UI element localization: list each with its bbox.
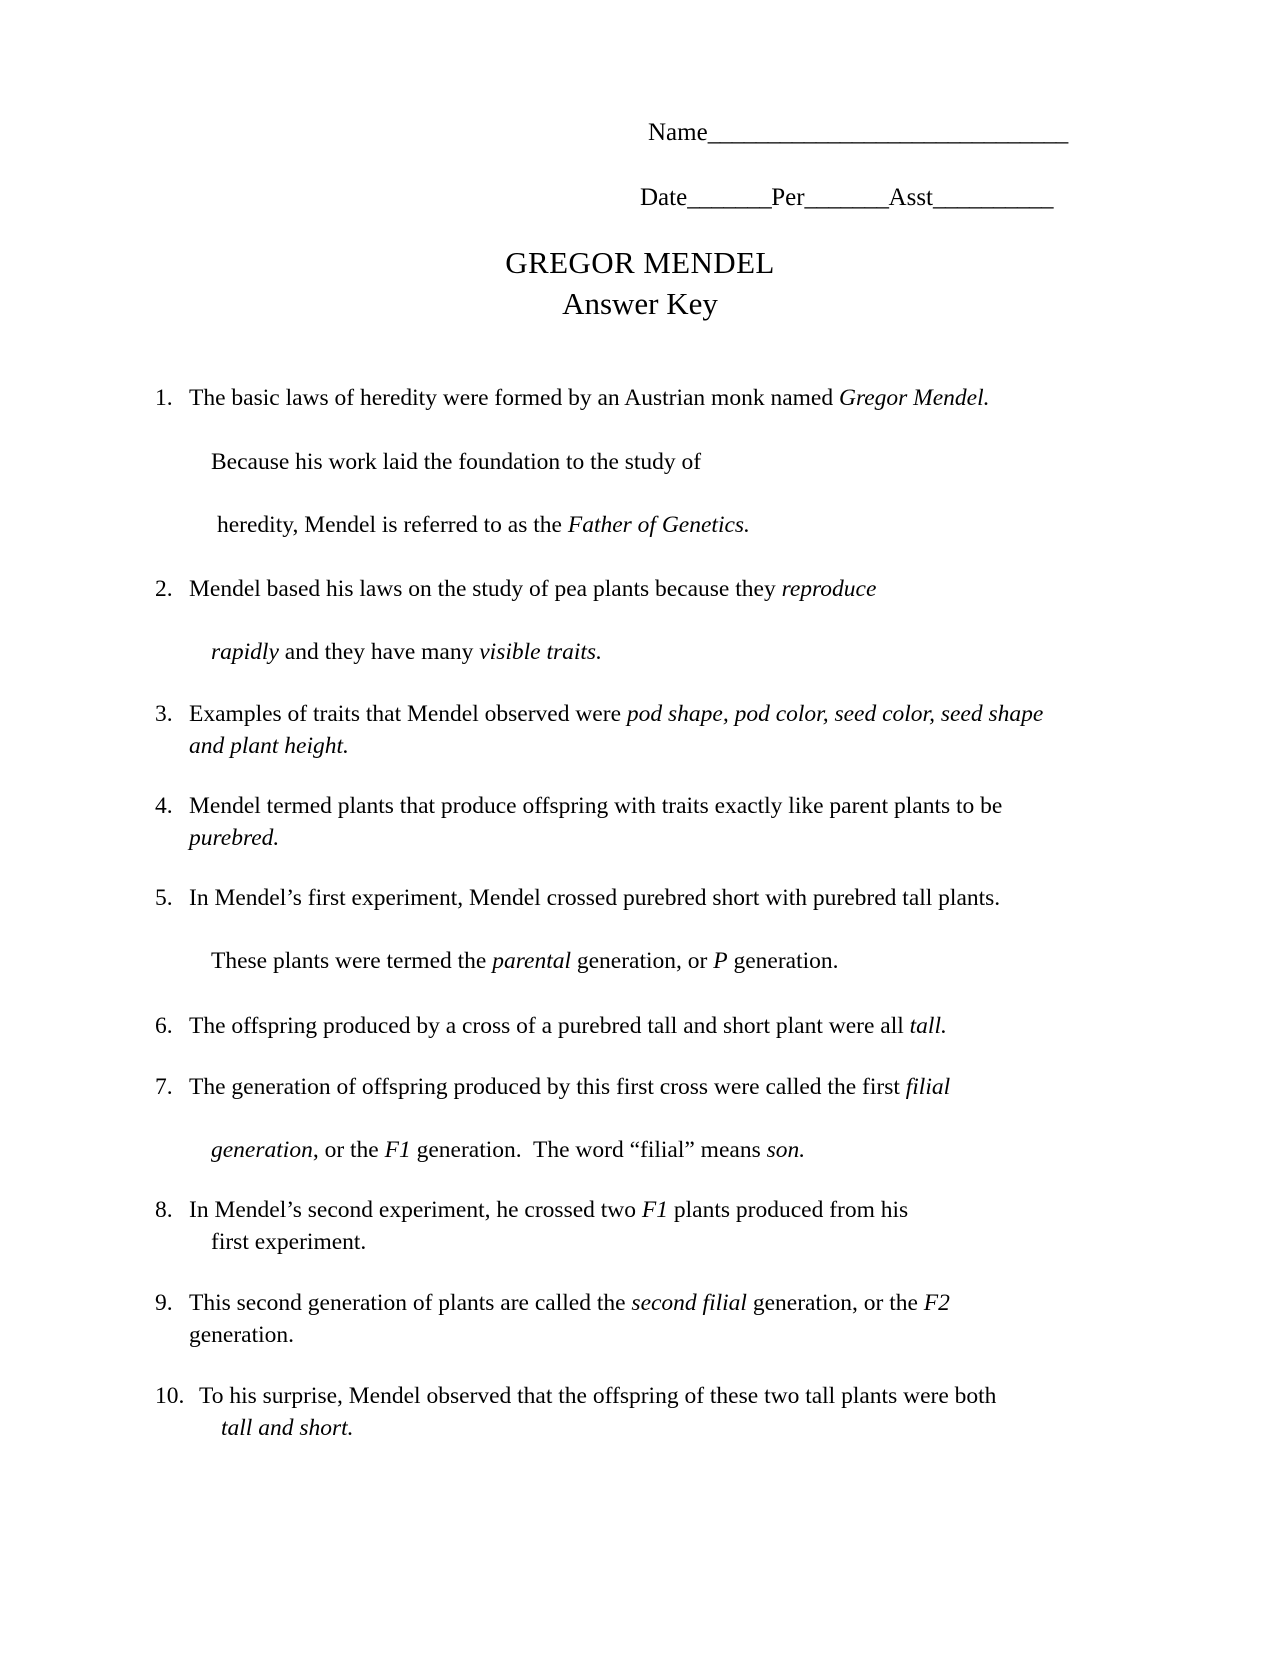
question-line [189, 946, 1080, 977]
question-number: 1. [155, 385, 173, 411]
question-body [189, 574, 1080, 668]
question-item [155, 1011, 1080, 1042]
question-number: 8. [155, 1196, 173, 1223]
asst-blank[interactable]: __________ [933, 183, 1053, 211]
prompt-text: plants produced from his [668, 1196, 909, 1223]
prompt-text: Because his work laid the foundation to the study of [211, 448, 702, 475]
prompt-text: first experiment. [211, 1229, 367, 1256]
question-number: 9. [155, 1289, 173, 1316]
question-item [155, 883, 1080, 977]
date-per-asst-row [0, 181, 1280, 215]
question-body [189, 383, 1080, 541]
answer-text: P [713, 948, 728, 975]
prompt-text: In Mendel’s second experiment, he crossed two [189, 1196, 642, 1223]
question-line [189, 383, 1080, 414]
question-line [189, 1195, 1080, 1226]
question-line [189, 731, 1080, 762]
answer-text: generation [211, 1137, 313, 1164]
question-body [189, 1011, 1080, 1042]
answer-text: and plant height. [189, 733, 349, 760]
question-number: 10. [155, 1382, 185, 1409]
question-item [155, 699, 1080, 762]
answer-text: filial [905, 1073, 951, 1100]
answer-text: reproduce [781, 575, 877, 602]
prompt-text: heredity, Mendel is referred to as the [217, 512, 568, 539]
name-field-row [0, 116, 1280, 150]
question-body [189, 1072, 1080, 1166]
question-line [189, 1227, 1080, 1258]
prompt-text: The offspring produced by a cross of a purebred tall and short plant were all [189, 1013, 910, 1040]
question-line [189, 699, 1080, 730]
question-body [189, 883, 1080, 977]
date-blank[interactable]: _______ [687, 183, 772, 211]
name-blank[interactable]: ______________________________ [707, 119, 1068, 146]
answer-text: F2 [923, 1289, 950, 1316]
question-item [155, 791, 1080, 854]
question-line [189, 1011, 1080, 1042]
answer-text: son. [766, 1137, 806, 1164]
prompt-text: To his surprise, Mendel observed that the offspring of these two tall plants were both [199, 1382, 997, 1409]
prompt-text: generation. [727, 948, 839, 975]
answer-text: pod shape, pod color, seed color, seed shape [626, 700, 1044, 727]
question-item [155, 574, 1080, 668]
title-main: GREGOR MENDEL [505, 245, 775, 280]
answer-text: Father of Genetics. [567, 512, 750, 539]
question-list [155, 383, 1080, 1444]
question-item [155, 1381, 1080, 1444]
prompt-text: generation, or [571, 948, 714, 975]
prompt-text: In Mendel’s first experiment, Mendel crossed purebred short with purebred tall plants. [189, 884, 1001, 911]
question-line [189, 510, 1080, 541]
prompt-text: The generation of offspring produced by this first cross were called the first [189, 1073, 906, 1100]
question-line [189, 1288, 1080, 1319]
answer-text: Gregor Mendel. [838, 385, 990, 411]
question-line [199, 1413, 1080, 1444]
answer-text: visible traits. [479, 639, 602, 666]
prompt-text: generation. The word “filial” means [410, 1137, 767, 1164]
answer-text: tall and short. [221, 1415, 354, 1442]
prompt-text: Mendel based his laws on the study of pea plants because they [189, 575, 782, 602]
answer-text: tall. [909, 1013, 947, 1040]
prompt-text: Mendel termed plants that produce offspring with traits exactly like parent plants to be [189, 792, 1003, 819]
answer-text: F1 [641, 1196, 669, 1223]
question-item [155, 1195, 1080, 1258]
prompt-text: , or the [312, 1137, 385, 1164]
student-info-header [0, 116, 1280, 215]
question-line [189, 883, 1080, 914]
question-body [189, 791, 1080, 854]
answer-text: F1 [384, 1137, 411, 1164]
prompt-text: The basic laws of heredity were formed by an Austrian monk named [189, 385, 839, 411]
question-number: 4. [155, 792, 173, 819]
answer-text: purebred. [189, 825, 280, 852]
question-number: 2. [155, 575, 173, 602]
question-line [189, 574, 1080, 605]
question-line [189, 1320, 1080, 1351]
prompt-text: and they have many [278, 639, 480, 666]
answer-text: parental [492, 948, 571, 975]
question-number: 7. [155, 1073, 173, 1100]
prompt-text: generation. [189, 1322, 295, 1349]
question-body [189, 1195, 1080, 1258]
question-item [155, 1072, 1080, 1166]
date-label: Date [640, 183, 688, 211]
prompt-text: These plants were termed the [211, 948, 493, 975]
title-subtitle: Answer Key [562, 285, 718, 321]
asst-label: Asst [888, 183, 933, 211]
prompt-text: generation, or the [746, 1289, 924, 1316]
question-number: 5. [155, 884, 173, 911]
prompt-text: Examples of traits that Mendel observed were [189, 700, 627, 727]
answer-text: second filial [631, 1289, 747, 1316]
question-body [199, 1381, 1080, 1444]
question-body [189, 1288, 1080, 1351]
answer-text: rapidly [211, 639, 279, 666]
question-line [189, 1072, 1080, 1103]
question-line [189, 823, 1080, 854]
prompt-text: This second generation of plants are called the [189, 1289, 632, 1316]
question-item [155, 1288, 1080, 1351]
question-line [199, 1381, 1080, 1412]
question-body [189, 699, 1080, 762]
question-line [189, 791, 1080, 822]
per-blank[interactable]: _______ [804, 183, 889, 211]
question-line [189, 637, 1080, 668]
question-line [189, 447, 1080, 478]
question-number: 6. [155, 1013, 173, 1040]
document-title [0, 243, 1280, 325]
question-number: 3. [155, 700, 173, 727]
question-line [189, 1135, 1080, 1166]
question-item [155, 383, 1080, 541]
per-label: Per [771, 183, 805, 211]
name-label: Name [648, 119, 708, 146]
